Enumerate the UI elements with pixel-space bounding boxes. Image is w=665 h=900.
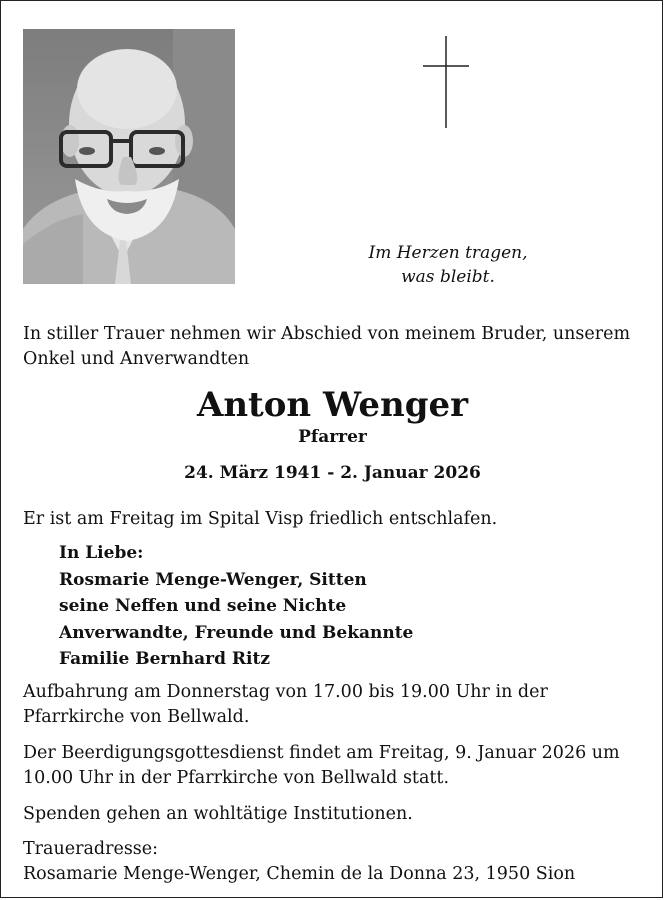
family-line: seine Neffen und seine Nichte — [59, 596, 347, 616]
family-line: Anverwandte, Freunde und Bekannte — [59, 622, 414, 643]
portrait-photo — [23, 29, 235, 284]
intro-text: In stiller Trauer nehmen wir Abschied von meinem Bruder, unserem Onkel und Anverwandten — [23, 324, 631, 369]
portrait-illustration — [23, 29, 235, 284]
family-line: Familie Bernhard Ritz — [59, 649, 270, 669]
mourning-address — [23, 837, 645, 887]
family-line: In Liebe: — [59, 543, 144, 563]
donations-info: Spenden gehen an wohltätige Institutionen. — [23, 804, 413, 824]
family-list — [59, 540, 413, 673]
funeral-info: Der Beerdigungsgottesdienst findet am Freitag, 9. Januar 2026 um 10.00 Uhr in der Pfarrkirche von Bellwald statt. — [23, 743, 620, 788]
death-note: Er ist am Freitag im Spital Visp friedlich entschlafen. — [23, 509, 498, 529]
life-dates: 24. März 1941 - 2. Januar 2026 — [184, 463, 481, 483]
cross-icon — [421, 36, 471, 128]
address-label: Traueradresse: — [23, 839, 159, 859]
family-line: Rosmarie Menge-Wenger, Sitten — [59, 569, 367, 590]
motto-line-1: Im Herzen tragen, — [368, 243, 528, 263]
deceased-name: Anton Wenger — [196, 385, 469, 425]
motto-line-2: was bleibt. — [401, 267, 495, 287]
viewing-info: Aufbahrung am Donnerstag von 17.00 bis 19.00 Uhr in der Pfarrkirche von Bellwald. — [23, 682, 548, 727]
deceased-title: Pfarrer — [298, 427, 367, 447]
motto — [341, 241, 555, 289]
address-value: Rosamarie Menge-Wenger, Chemin de la Donna 23, 1950 Sion — [23, 864, 576, 884]
